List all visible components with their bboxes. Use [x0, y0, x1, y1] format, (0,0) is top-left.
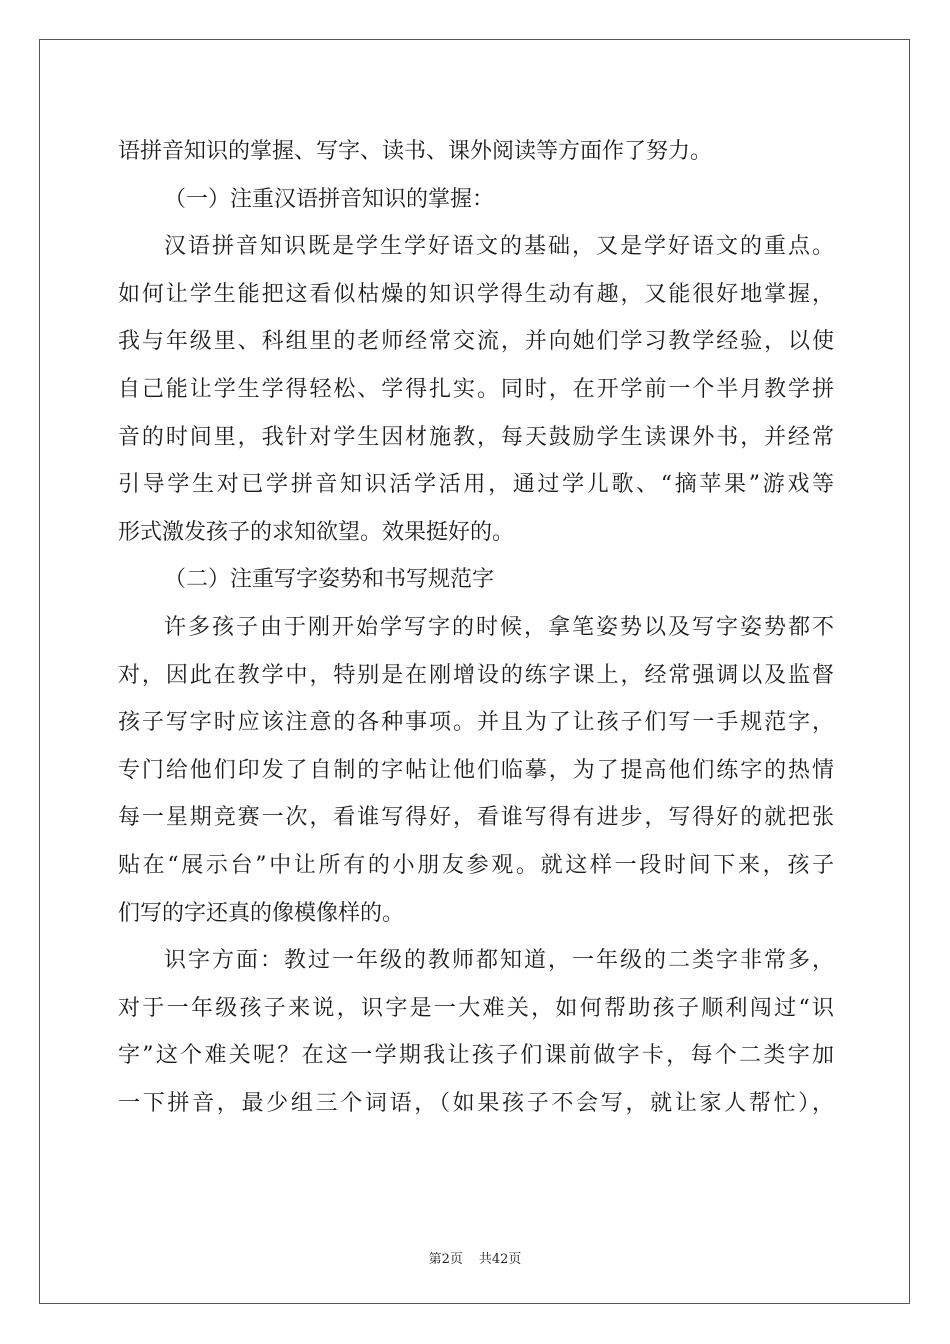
document-body: [118, 128, 834, 1127]
page-number: 第2页: [428, 1252, 463, 1267]
text-line: 汉语拼音知识既是学生学好语文的基础，又是学好语文的重点。: [164, 234, 834, 260]
text-line: 对，因此在教学中，特别是在刚增设的练字课上，经常强调以及监督: [118, 662, 834, 688]
text-line: 一下拼音，最少组三个词语，（如果孩子不会写，就让家人帮忙），: [118, 1090, 834, 1116]
text-line: 形式激发孩子的求知欲望。效果挺好的。: [118, 519, 515, 545]
text-line: 如何让学生能把这看似枯燥的知识学得生动有趣，又能很好地掌握，: [118, 281, 834, 307]
page-total: 共42页: [478, 1252, 522, 1267]
text-line: 对于一年级孩子来说，识字是一大难关，如何帮助孩子顺利闯过“识: [118, 995, 834, 1021]
text-line: 识字方面：教过一年级的教师都知道，一年级的二类字非常多，: [164, 948, 834, 974]
text-line: 贴在“展示台”中让所有的小朋友参观。就这样一段时间下来，孩子: [118, 852, 834, 878]
section-heading: （二）注重写字姿势和书写规范字: [164, 567, 495, 593]
text-line: 自己能让学生学得轻松、学得扎实。同时，在开学前一个半月教学拼: [118, 376, 834, 402]
text-line: 许多孩子由于刚开始学写字的时候，拿笔姿势以及写字姿势都不: [164, 614, 834, 640]
text-line: 音的时间里，我针对学生因材施教，每天鼓励学生读课外书，并经常: [118, 424, 834, 450]
text-line: 孩子写字时应该注意的各种事项。并且为了让孩子们写一手规范字，: [118, 710, 834, 736]
text-line: 专门给他们印发了自制的字帖让他们临摹，为了提高他们练字的热情: [118, 757, 834, 783]
text-line: 每一星期竞赛一次，看谁写得好，看谁写得有进步，写得好的就把张: [118, 805, 834, 831]
text-line: 引导学生对已学拼音知识活学活用，通过学儿歌、“摘苹果”游戏等: [118, 472, 834, 498]
text-line: 语拼音知识的掌握、写字、读书、课外阅读等方面作了努力。: [118, 139, 713, 164]
text-line: 字”这个难关呢？在这一学期我让孩子们课前做字卡，每个二类字加: [118, 1043, 834, 1069]
text-line: 我与年级里、科组里的老师经常交流，并向她们学习教学经验，以使: [118, 329, 834, 355]
text-line: 们写的字还真的像模像样的。: [118, 900, 405, 926]
page-footer: [0, 1248, 950, 1267]
section-heading: （一）注重汉语拼音知识的掌握：: [164, 186, 495, 212]
